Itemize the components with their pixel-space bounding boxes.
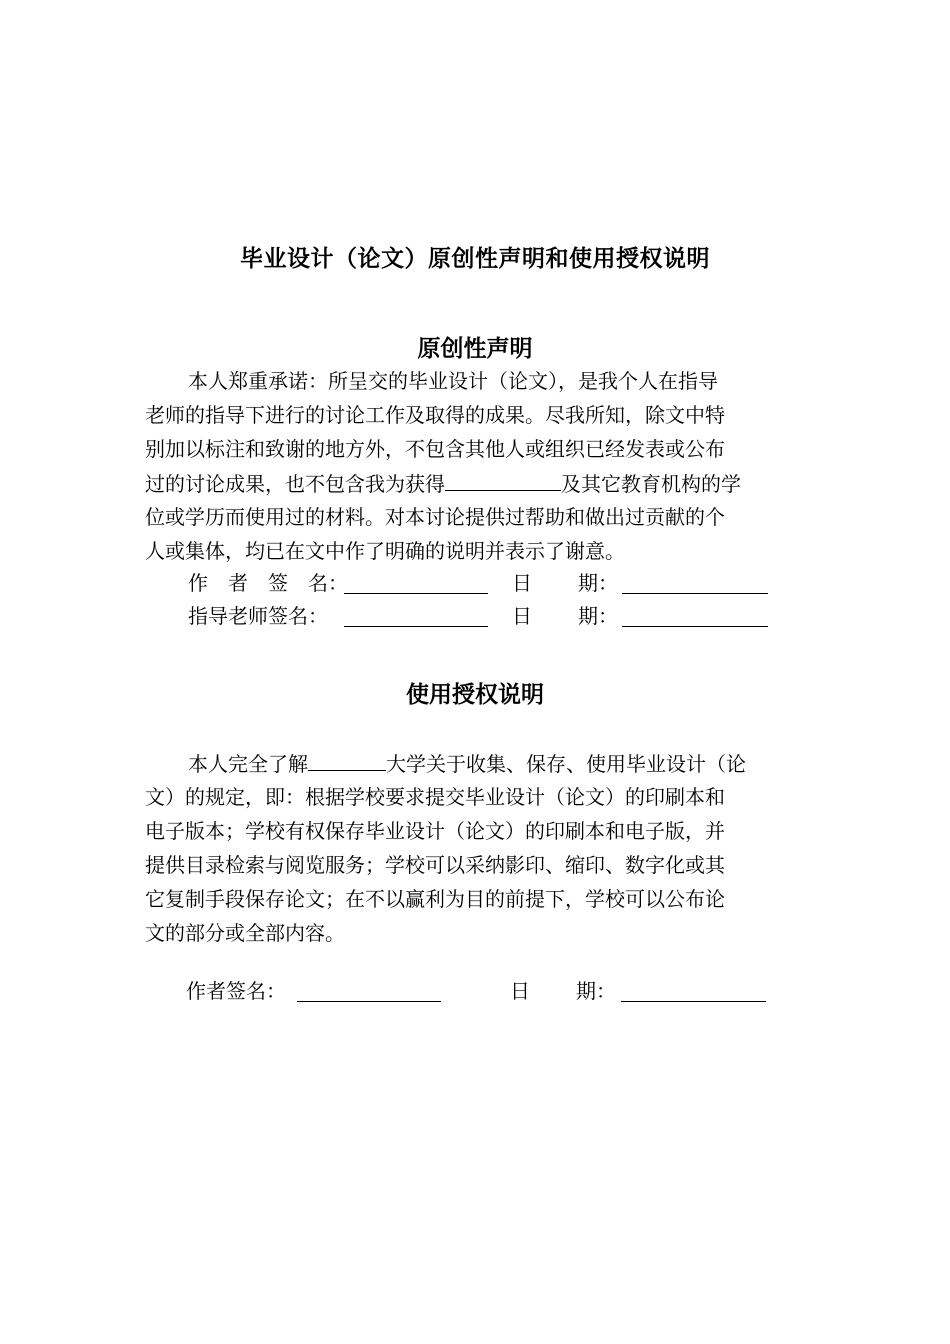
advisor-date-label-period: 期：	[578, 604, 618, 628]
authorization-line-1	[188, 750, 746, 777]
authorization-line-5: 它复制手段保存论文；在不以赢利为目的前提下，学校可以公布论	[145, 887, 725, 911]
authorization-line-1-b: 大学关于收集、保存、使用毕业设计（论	[386, 752, 746, 776]
auth-date-label-day: 日	[510, 979, 530, 1003]
degree-blank[interactable]	[445, 470, 561, 491]
advisor-signature-line[interactable]	[344, 626, 488, 627]
advisor-signature-label: 指导老师签名：	[188, 604, 328, 628]
authorization-heading: 使用授权说明	[406, 682, 544, 708]
date-label-period: 期：	[578, 571, 618, 595]
author-signature-label: 作 者 签 名：	[188, 571, 348, 595]
advisor-date-line[interactable]	[622, 626, 768, 627]
authorization-line-1-a: 本人完全了解	[188, 752, 308, 776]
authorization-line-3: 电子版本；学校有权保存毕业设计（论文）的印刷本和电子版，并	[145, 819, 725, 843]
auth-author-signature-line[interactable]	[297, 1001, 441, 1002]
auth-author-signature-label: 作者签名：	[186, 979, 286, 1003]
originality-line-3: 别加以标注和致谢的地方外，不包含其他人或组织已经发表或公布	[145, 437, 725, 461]
originality-heading: 原创性声明	[417, 336, 533, 362]
university-blank[interactable]	[308, 750, 386, 771]
originality-line-5: 位或学历而使用过的材料。对本讨论提供过帮助和做出过贡献的个	[145, 505, 725, 529]
originality-line-4-a: 过的讨论成果，也不包含我为获得	[145, 472, 445, 496]
document-title: 毕业设计（论文）原创性声明和使用授权说明	[240, 246, 710, 272]
author-signature-line[interactable]	[344, 593, 488, 594]
originality-line-1: 本人郑重承诺：所呈交的毕业设计（论文），是我个人在指导	[188, 369, 718, 393]
authorization-line-4: 提供目录检索与阅览服务；学校可以采纳影印、缩印、数字化或其	[145, 853, 725, 877]
originality-line-2: 老师的指导下进行的讨论工作及取得的成果。尽我所知，除文中特	[145, 403, 725, 427]
originality-line-4	[145, 470, 741, 497]
auth-date-label-period: 期：	[576, 979, 616, 1003]
author-date-line[interactable]	[622, 593, 768, 594]
authorization-line-2: 文）的规定，即：根据学校要求提交毕业设计（论文）的印刷本和	[145, 785, 725, 809]
advisor-date-label-day: 日	[512, 604, 532, 628]
date-label-day: 日	[512, 571, 532, 595]
auth-date-line[interactable]	[621, 1001, 766, 1002]
originality-line-4-b: 及其它教育机构的学	[561, 472, 741, 496]
authorization-line-6: 文的部分或全部内容。	[145, 921, 345, 945]
originality-line-6: 人或集体，均已在文中作了明确的说明并表示了谢意。	[145, 539, 625, 563]
